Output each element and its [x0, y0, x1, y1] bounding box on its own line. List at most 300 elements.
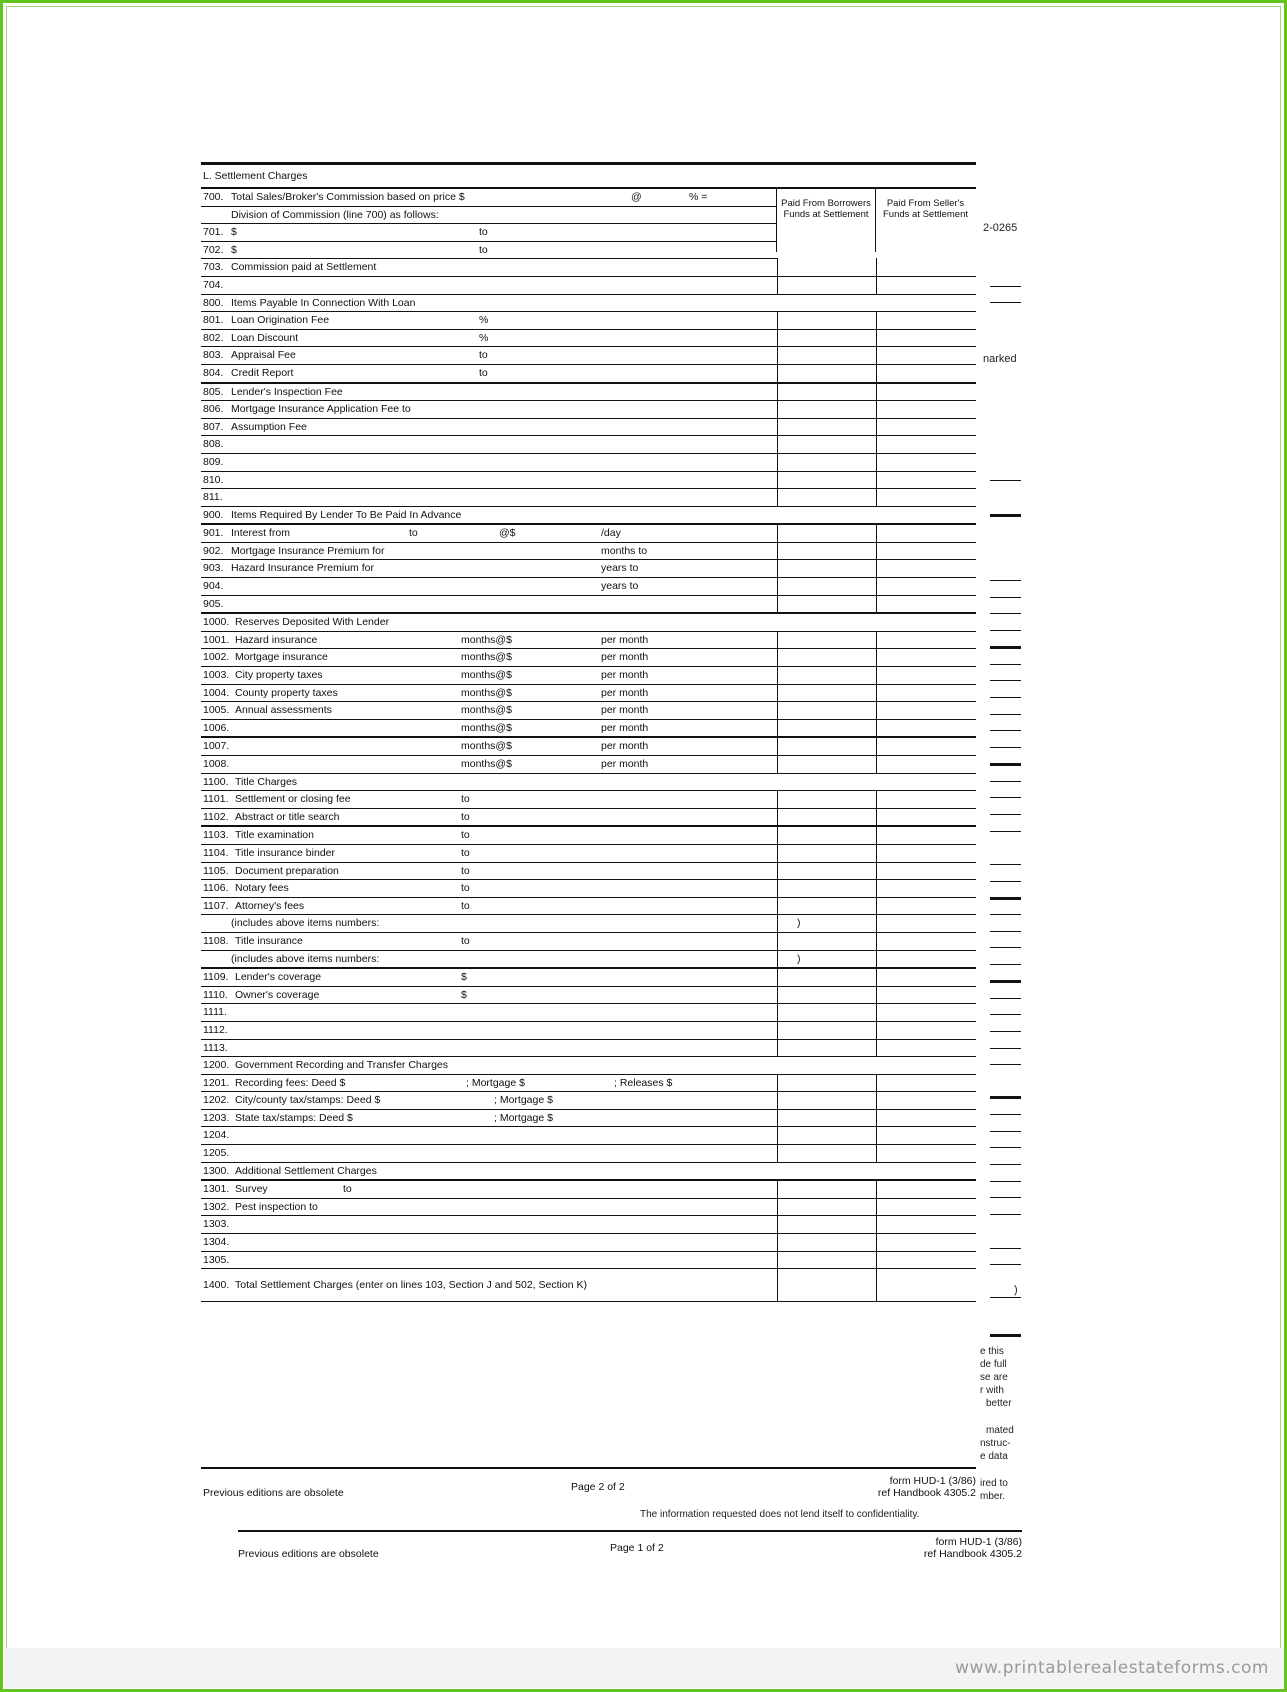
line-number: 702. — [203, 243, 224, 256]
line-field-label: to — [479, 243, 488, 256]
borrower-amount-cell[interactable] — [777, 418, 778, 437]
amount-columns — [777, 400, 976, 419]
amount-columns — [777, 879, 976, 898]
seller-amount-cell[interactable] — [876, 595, 877, 614]
borrower-amount-cell[interactable] — [777, 276, 778, 295]
amount-columns — [777, 488, 976, 507]
amount-columns — [777, 524, 976, 543]
line-label: City/county tax/stamps: Deed $ — [235, 1094, 381, 1107]
borrower-total-cell[interactable] — [777, 1268, 778, 1302]
amount-columns — [777, 1039, 976, 1058]
borrower-amount-cell[interactable] — [777, 755, 778, 774]
charge-row — [201, 791, 976, 809]
seller-amount-cell[interactable] — [876, 346, 877, 365]
line-number: 1000. — [203, 616, 230, 629]
amount-columns — [777, 435, 976, 454]
borrower-amount-cell[interactable] — [777, 790, 778, 809]
line-label: $ — [231, 243, 237, 256]
amount-columns — [777, 684, 976, 703]
borrower-amount-cell[interactable] — [777, 826, 778, 845]
line-field-label: to — [461, 934, 470, 947]
seller-amount-cell[interactable] — [876, 879, 877, 898]
line-label: Title examination — [235, 829, 314, 842]
borrower-amount-cell[interactable] — [777, 364, 778, 383]
borrower-amount-cell[interactable] — [777, 986, 778, 1005]
seller-amount-cell[interactable] — [876, 932, 877, 951]
borrower-amount-cell[interactable] — [777, 1039, 778, 1058]
line-label: Pest inspection to — [235, 1200, 318, 1213]
amount-columns — [777, 1268, 976, 1302]
charge-row — [201, 667, 976, 685]
borrower-amount-cell[interactable] — [777, 1109, 778, 1128]
line-number: 703. — [203, 261, 224, 274]
amount-columns — [777, 595, 976, 614]
charge-row — [201, 1234, 976, 1252]
line-label: Total Settlement Charges (enter on lines 103, Section J and 502, Section K) — [235, 1279, 587, 1292]
seller-amount-cell[interactable] — [876, 453, 877, 472]
line-number: 1205. — [203, 1147, 230, 1160]
seller-amount-cell[interactable] — [876, 862, 877, 881]
charge-row — [201, 1110, 976, 1128]
seller-amount-cell[interactable] — [876, 968, 877, 987]
seller-amount-cell[interactable] — [876, 844, 877, 863]
line-number: 801. — [203, 314, 224, 327]
seller-amount-cell[interactable] — [876, 418, 877, 437]
seller-amount-cell[interactable] — [876, 1039, 877, 1058]
line-number: 1106. — [203, 882, 229, 895]
charge-row — [201, 277, 976, 295]
charges-table — [201, 189, 976, 1302]
borrower-amount-cell[interactable] — [777, 1126, 778, 1145]
line-field-label: per month — [601, 633, 649, 646]
line-label: Additional Settlement Charges — [235, 1164, 377, 1177]
seller-amount-cell[interactable] — [876, 364, 877, 383]
page-footer — [201, 1467, 976, 1509]
charge-row — [201, 702, 976, 720]
line-number: 905. — [203, 597, 224, 610]
borrower-amount-cell[interactable] — [777, 648, 778, 667]
line-number: 802. — [203, 331, 224, 344]
borrower-amount-cell[interactable] — [777, 862, 778, 881]
charge-row — [201, 1145, 976, 1163]
charge-row — [201, 1004, 976, 1022]
line-field-label: ) — [797, 952, 801, 965]
borrower-amount-cell[interactable] — [777, 488, 778, 507]
line-field-label: ; Mortgage $ — [466, 1076, 525, 1089]
borrower-amount-cell[interactable] — [777, 1144, 778, 1163]
borrower-amount-cell[interactable] — [777, 1233, 778, 1252]
borrower-amount-cell[interactable] — [777, 1251, 778, 1270]
amount-columns — [777, 1198, 976, 1217]
amount-columns — [777, 453, 976, 472]
line-field-label: to — [479, 226, 488, 239]
line-label: Attorney's fees — [235, 899, 305, 912]
seller-amount-cell[interactable] — [876, 1215, 877, 1234]
line-label: Title Charges — [235, 775, 298, 788]
borrower-amount-cell[interactable] — [777, 1021, 778, 1040]
seller-amount-cell[interactable] — [876, 648, 877, 667]
charge-row — [201, 898, 976, 916]
line-label: State tax/stamps: Deed $ — [235, 1111, 353, 1124]
line-field-label: ; Releases $ — [614, 1076, 673, 1089]
seller-amount-cell[interactable] — [876, 914, 877, 933]
seller-amount-cell[interactable] — [876, 276, 877, 295]
line-field-label: per month — [601, 704, 649, 717]
seller-amount-cell[interactable] — [876, 1021, 877, 1040]
borrower-amount-cell[interactable] — [777, 737, 778, 756]
charge-row — [201, 969, 976, 987]
borrower-amount-cell[interactable] — [777, 1215, 778, 1234]
seller-amount-cell[interactable] — [876, 1091, 877, 1110]
charge-row — [201, 419, 976, 437]
amount-columns — [777, 808, 976, 827]
line-number: 806. — [203, 403, 224, 416]
line-label: Total Sales/Broker's Commission based on price $ — [231, 191, 465, 203]
charge-row — [201, 987, 976, 1005]
back-text-fragment: se are — [980, 1372, 1008, 1383]
amount-columns — [777, 648, 976, 667]
amount-columns — [777, 631, 976, 650]
section-header-row — [201, 614, 976, 632]
seller-amount-cell[interactable] — [876, 400, 877, 419]
amount-columns — [777, 329, 976, 348]
charge-row — [201, 1252, 976, 1270]
borrower-amount-cell[interactable] — [777, 383, 778, 402]
borrower-amount-cell[interactable] — [777, 666, 778, 685]
seller-amount-cell[interactable] — [876, 701, 877, 720]
line-number: 1005. — [203, 704, 230, 717]
amount-columns — [777, 1144, 976, 1163]
charge-row — [201, 632, 976, 650]
seller-amount-cell[interactable] — [876, 1109, 877, 1128]
line-label: Recording fees: Deed $ — [235, 1076, 346, 1089]
line-label: Appraisal Fee — [231, 349, 296, 362]
amount-columns — [777, 364, 976, 383]
charge-row — [201, 915, 976, 933]
borrower-amount-cell[interactable] — [777, 1074, 778, 1093]
charge-row — [201, 489, 976, 507]
amount-columns — [777, 826, 976, 845]
borrower-amount-cell[interactable] — [777, 879, 778, 898]
amount-columns — [777, 1251, 976, 1270]
line-number: 1305. — [203, 1253, 230, 1266]
line-number: 810. — [203, 473, 224, 486]
amount-columns — [777, 1003, 976, 1022]
charge-row — [201, 189, 777, 207]
amount-columns — [777, 1180, 976, 1199]
charge-row — [201, 720, 976, 739]
line-label: Owner's coverage — [235, 988, 320, 1001]
line-number: 1300. — [203, 1164, 230, 1177]
line-number: 901. — [203, 527, 224, 540]
borrower-amount-cell[interactable] — [777, 1180, 778, 1199]
borrower-amount-cell[interactable] — [777, 346, 778, 365]
line-number: 803. — [203, 349, 224, 362]
seller-amount-cell[interactable] — [876, 684, 877, 703]
line-field-label: per month — [601, 721, 649, 734]
amount-columns — [777, 666, 976, 685]
seller-amount-cell[interactable] — [876, 1180, 877, 1199]
borrower-amount-cell[interactable] — [777, 914, 778, 933]
line-label: Mortgage Insurance Application Fee to — [231, 403, 411, 416]
line-number: 1004. — [203, 686, 230, 699]
seller-amount-cell[interactable] — [876, 1074, 877, 1093]
borrower-amount-cell[interactable] — [777, 542, 778, 561]
borrower-amount-cell[interactable] — [777, 435, 778, 454]
line-field-label: per month — [601, 740, 649, 753]
section-header-row — [201, 774, 976, 792]
amount-columns — [777, 737, 976, 756]
borrower-amount-cell[interactable] — [777, 559, 778, 578]
charge-row — [201, 259, 976, 277]
amount-columns — [777, 986, 976, 1005]
line-field-label: to — [461, 899, 470, 912]
charge-row — [201, 384, 976, 402]
line-number: 1107. — [203, 899, 229, 912]
borrower-amount-cell[interactable] — [777, 897, 778, 916]
line-label: Settlement or closing fee — [235, 793, 351, 806]
line-number: 904. — [203, 580, 224, 593]
charge-row — [201, 827, 976, 845]
line-label: Lender's Inspection Fee — [231, 385, 343, 398]
line-field-label: months@$ — [461, 704, 512, 717]
amount-columns — [777, 862, 976, 881]
line-label: Annual assessments — [235, 704, 332, 717]
charge-row — [201, 330, 976, 348]
borrower-amount-cell[interactable] — [777, 471, 778, 490]
line-label: County property taxes — [235, 686, 338, 699]
seller-amount-cell[interactable] — [876, 897, 877, 916]
seller-amount-cell[interactable] — [876, 524, 877, 543]
seller-amount-cell[interactable] — [876, 666, 877, 685]
line-number: 1006. — [203, 721, 230, 734]
line-label: Document preparation — [235, 864, 339, 877]
seller-amount-cell[interactable] — [876, 950, 877, 969]
amount-columns — [777, 1021, 976, 1040]
line-number: 1108. — [203, 934, 229, 947]
line-field-label: % — [479, 331, 489, 344]
borrower-amount-cell[interactable] — [777, 1198, 778, 1217]
line-field-label: to — [461, 846, 470, 859]
seller-amount-cell[interactable] — [876, 542, 877, 561]
back-paren: ) — [1014, 1284, 1018, 1296]
line-label: Reserves Deposited With Lender — [235, 616, 390, 629]
line-label: Title insurance — [235, 934, 303, 947]
line-number: 807. — [203, 420, 224, 433]
line-number: 1007. — [203, 740, 230, 753]
line-number: 800. — [203, 296, 224, 309]
line-label: (includes above items numbers: — [231, 917, 380, 930]
footer-page-number: Page 2 of 2 — [571, 1481, 625, 1493]
line-field-label: months@$ — [461, 651, 512, 664]
seller-amount-cell[interactable] — [876, 258, 877, 277]
seller-amount-cell[interactable] — [876, 471, 877, 490]
line-field-label: % — [479, 314, 489, 327]
borrower-amount-cell[interactable] — [777, 844, 778, 863]
amount-columns — [777, 276, 976, 295]
line-field-label: per month — [601, 651, 649, 664]
seller-amount-cell[interactable] — [876, 1144, 877, 1163]
amount-columns — [777, 968, 976, 987]
line-field-label: months@$ — [461, 758, 512, 770]
seller-total-cell[interactable] — [876, 1268, 877, 1302]
line-number: 1202. — [203, 1094, 230, 1107]
line-number: 1002. — [203, 651, 230, 664]
back-omb-fragment: 2-0265 — [983, 222, 1018, 234]
seller-amount-cell[interactable] — [876, 488, 877, 507]
seller-amount-cell[interactable] — [876, 808, 877, 827]
charge-row — [201, 863, 976, 881]
seller-amount-cell[interactable] — [876, 577, 877, 596]
line-label: Assumption Fee — [231, 420, 307, 433]
line-number: 900. — [203, 508, 224, 521]
section-header-row — [201, 507, 976, 526]
seller-amount-cell[interactable] — [876, 631, 877, 650]
line-label: City property taxes — [235, 669, 323, 682]
seller-amount-cell[interactable] — [876, 383, 877, 402]
borrower-amount-cell[interactable] — [777, 524, 778, 543]
line-field-label: $ — [461, 988, 467, 1001]
line-field-label: to — [461, 829, 470, 842]
amount-columns — [777, 1109, 976, 1128]
borrower-amount-cell[interactable] — [777, 453, 778, 472]
charge-row — [201, 207, 777, 225]
seller-amount-cell[interactable] — [876, 826, 877, 845]
line-field-label: to — [409, 527, 418, 540]
paid-from-sellers-header: Paid From Seller's Funds at Settlement — [882, 198, 969, 220]
borrower-amount-cell[interactable] — [777, 1091, 778, 1110]
amount-columns — [777, 1126, 976, 1145]
charge-row — [201, 242, 777, 260]
amount-columns — [777, 559, 976, 578]
seller-amount-cell[interactable] — [876, 1126, 877, 1145]
line-number: 1109. — [203, 971, 229, 984]
seller-amount-cell[interactable] — [876, 435, 877, 454]
amount-columns — [777, 932, 976, 951]
seller-amount-cell[interactable] — [876, 986, 877, 1005]
amount-columns — [777, 258, 976, 277]
back-text-fragment: nstruc- — [980, 1438, 1011, 1449]
seller-amount-cell[interactable] — [876, 755, 877, 774]
line-number: 903. — [203, 562, 224, 575]
borrower-amount-cell[interactable] — [777, 258, 778, 277]
borrower-amount-cell[interactable] — [777, 808, 778, 827]
seller-amount-cell[interactable] — [876, 1251, 877, 1270]
back-footer-form-id: form HUD-1 (3/86) ref Handbook 4305.2 — [923, 1536, 1022, 1560]
seller-amount-cell[interactable] — [876, 311, 877, 330]
charge-row — [201, 365, 976, 384]
borrower-amount-cell[interactable] — [777, 968, 778, 987]
amount-columns — [777, 1091, 976, 1110]
line-field-label: to — [479, 366, 488, 379]
seller-amount-cell[interactable] — [876, 737, 877, 756]
borrower-amount-cell[interactable] — [777, 329, 778, 348]
line-number: 1113. — [203, 1041, 228, 1054]
borrower-amount-cell[interactable] — [777, 950, 778, 969]
total-settlement-row — [201, 1269, 976, 1302]
line-number: 1400. — [203, 1279, 230, 1292]
line-label: Mortgage Insurance Premium for — [231, 544, 385, 557]
borrower-amount-cell[interactable] — [777, 631, 778, 650]
line-number: 1304. — [203, 1236, 230, 1249]
line-label: Loan Origination Fee — [231, 314, 330, 327]
charge-row — [201, 649, 976, 667]
charge-row — [201, 312, 976, 330]
charge-row — [201, 880, 976, 898]
back-text-fragment: mated — [986, 1425, 1014, 1436]
seller-amount-cell[interactable] — [876, 719, 877, 738]
charge-row — [201, 596, 976, 615]
line-number: 1105. — [203, 864, 229, 877]
line-number: 701. — [203, 226, 224, 239]
back-text-fragment: ired to — [980, 1478, 1008, 1489]
amount-columns — [777, 950, 976, 969]
footer-left: Previous editions are obsolete — [203, 1487, 344, 1499]
seller-amount-cell[interactable] — [876, 1198, 877, 1217]
line-field-label: months to — [601, 544, 648, 557]
line-field-label: ; Mortgage $ — [494, 1094, 553, 1107]
line-label: Notary fees — [235, 882, 289, 895]
borrower-amount-cell[interactable] — [777, 1003, 778, 1022]
seller-amount-cell[interactable] — [876, 329, 877, 348]
back-footer-page: Page 1 of 2 — [610, 1542, 664, 1554]
amount-columns — [777, 1074, 976, 1093]
line-label: Loan Discount — [231, 331, 299, 344]
seller-amount-cell[interactable] — [876, 1233, 877, 1252]
borrower-amount-cell[interactable] — [777, 595, 778, 614]
charge-row — [201, 401, 976, 419]
line-field-label: $ — [461, 971, 467, 984]
line-number: 1008. — [203, 758, 230, 770]
line-number: 1102. — [203, 810, 229, 823]
charge-row — [201, 1127, 976, 1145]
line-number: 1110. — [203, 988, 228, 1001]
line-label: Government Recording and Transfer Charges — [235, 1059, 449, 1072]
borrower-amount-cell[interactable] — [777, 719, 778, 738]
borrower-amount-cell[interactable] — [777, 701, 778, 720]
back-page-footer — [238, 1530, 1022, 1572]
charge-row — [201, 347, 976, 365]
borrower-amount-cell[interactable] — [777, 932, 778, 951]
back-footer-left: Previous editions are obsolete — [238, 1548, 379, 1560]
amount-columns — [777, 790, 976, 809]
seller-amount-cell[interactable] — [876, 790, 877, 809]
borrower-amount-cell[interactable] — [777, 311, 778, 330]
borrower-amount-cell[interactable] — [777, 684, 778, 703]
line-field-label: % = — [689, 191, 708, 203]
charge-row — [201, 454, 976, 472]
charge-row — [201, 525, 976, 543]
amount-columns — [777, 755, 976, 774]
charge-row — [201, 756, 976, 774]
back-text-fragment: de full — [980, 1359, 1007, 1370]
seller-amount-cell[interactable] — [876, 1003, 877, 1022]
line-number: 1001. — [203, 633, 230, 646]
borrower-amount-cell[interactable] — [777, 577, 778, 596]
line-field-label: months@$ — [461, 721, 512, 734]
amount-columns — [777, 897, 976, 916]
amount-columns — [777, 346, 976, 365]
line-field-label: months@$ — [461, 686, 512, 699]
line-number: 1103. — [203, 829, 229, 842]
line-label: Lender's coverage — [235, 971, 322, 984]
line-field-label: @ — [631, 191, 642, 203]
line-number: 1302. — [203, 1200, 230, 1213]
borrower-amount-cell[interactable] — [777, 400, 778, 419]
seller-amount-cell[interactable] — [876, 559, 877, 578]
charge-row — [201, 578, 976, 596]
line-label: Title insurance binder — [235, 846, 335, 859]
